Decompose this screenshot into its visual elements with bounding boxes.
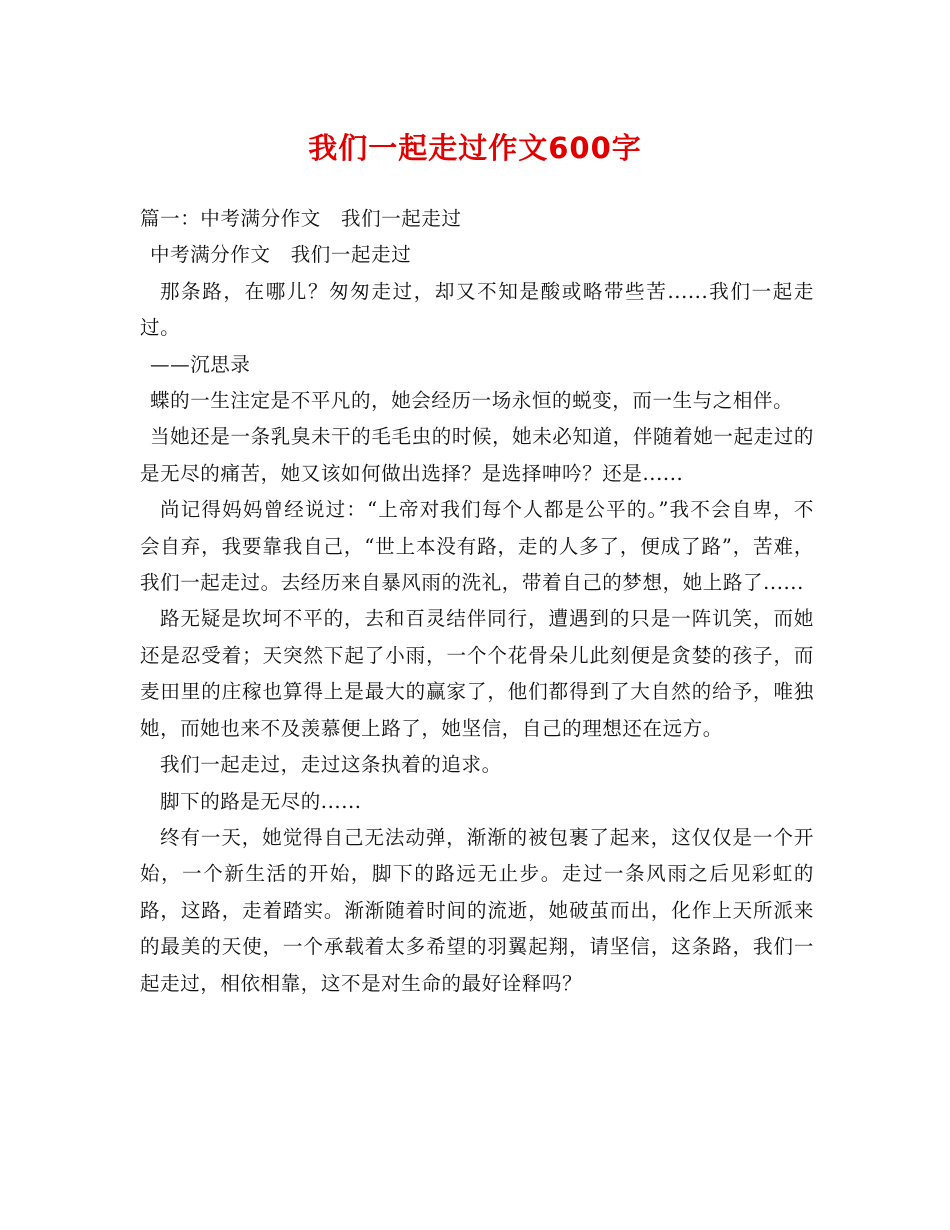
- paragraph-8: 终有一天，她觉得自己无法动弹，渐渐的被包裹了起来，这仅仅是一个开始，一个新生活的开始，脚下的路远无止步。走过一条风雨之后见彩虹的路，这路，走着踏实。渐渐随着时间的流逝，她破茧而出，化作上天所派来的最美的天使，一个承载着太多希望的羽翼起翔，请坚信，这条路，我们一起走过，相依相靠，这不是对生命的最好诠释吗？: [140, 825, 814, 995]
- paragraph-3: 当她还是一条乳臭未干的毛毛虫的时候，她未必知道，伴随着她一起走过的是无尽的痛苦，她又该如何做出选择？是选择呻吟？还是......: [140, 425, 814, 485]
- paragraph-2: 蝶的一生注定是不平凡的，她会经历一场永恒的蜕变，而一生与之相伴。: [150, 389, 794, 413]
- paragraph-7: 脚下的路是无尽的......: [160, 789, 362, 813]
- section-heading: 篇一：中考满分作文 我们一起走过: [140, 207, 462, 230]
- paragraph-1: 那条路，在哪儿？匆匆走过，却又不知是酸或略带些苦......我们一起走过。: [140, 279, 814, 340]
- epigraph-source: ——沉思录: [150, 352, 251, 376]
- paragraph-4: 尚记得妈妈曾经说过：“上帝对我们每个人都是公平的。”我不会自卑，不会自弃，我要靠我自己，“世上本没有路，走的人多了，便成了路”，苦难，我们一起走过。去经历来自暴风雨的洗礼，带着自己的梦想，她上路了......: [140, 498, 814, 595]
- paragraph-5: 路无疑是坎坷不平的，去和百灵结伴同行，遭遇到的只是一阵讥笑，而她还是忍受着；天突然下起了小雨，一个个花骨朵儿此刻便是贪婪的孩子，而麦田里的庄稼也算得上是最大的赢家了，他们都得到了大自然的给予，唯独她，而她也来不及羡慕便上路了，她坚信，自己的理想还在远方。: [140, 607, 814, 740]
- paragraph-6: 我们一起走过，走过这条执着的追求。: [160, 753, 502, 777]
- document-body: [140, 201, 814, 1002]
- document-title: 我们一起走过作文600字: [308, 131, 642, 165]
- subheading: 中考满分作文 我们一起走过: [150, 243, 412, 267]
